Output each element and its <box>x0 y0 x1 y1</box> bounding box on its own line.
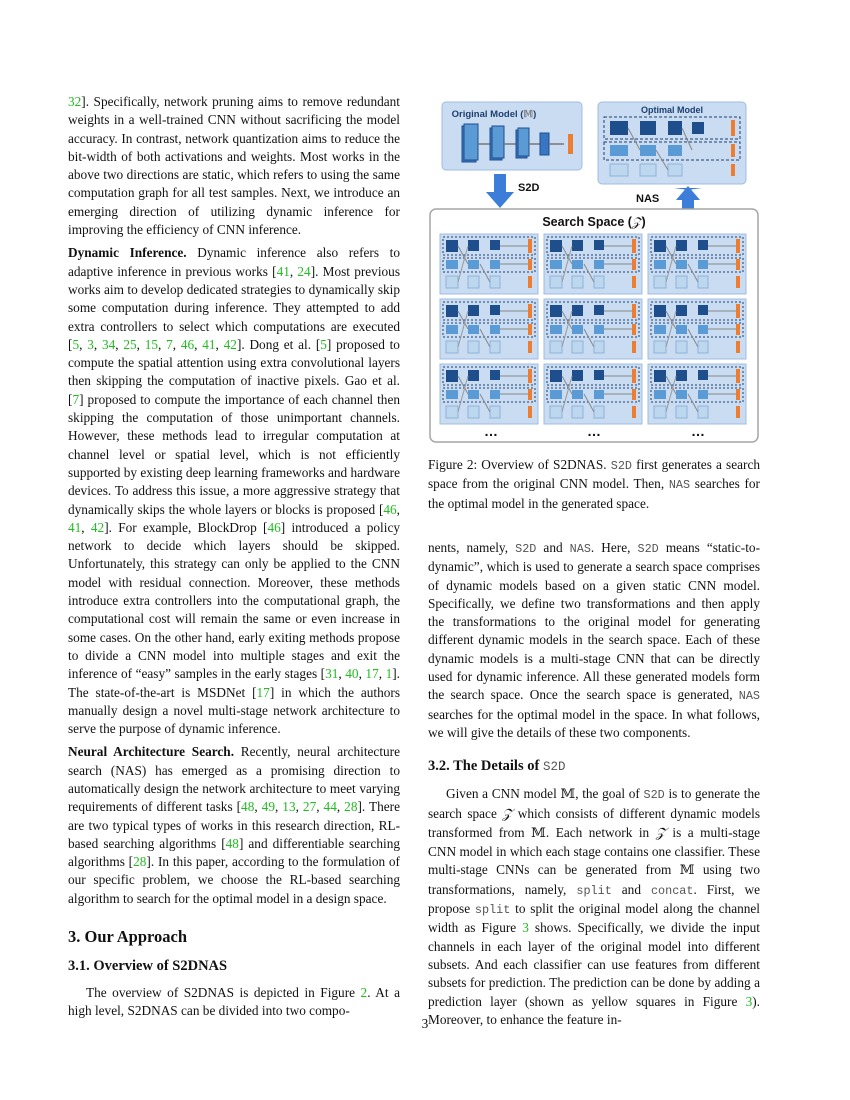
citation[interactable]: 28 <box>133 854 147 870</box>
citation[interactable]: 48 <box>225 835 239 851</box>
candidate-model <box>648 299 746 359</box>
candidate-model <box>440 299 538 359</box>
citation[interactable]: 24 <box>297 263 311 279</box>
search-space-label: Search Space (𝒵) <box>542 215 646 229</box>
citation[interactable]: 44 <box>323 799 337 815</box>
ellipsis-label: … <box>587 423 601 439</box>
candidate-model <box>544 234 642 294</box>
citation[interactable]: 1 <box>385 666 393 682</box>
candidate-model <box>648 364 746 424</box>
citation[interactable]: 41 <box>68 519 82 535</box>
citation[interactable]: 17 <box>256 684 270 700</box>
paragraph-heading: Dynamic Inference. <box>68 245 187 261</box>
subsection-heading: 3.1. Overview of S2DNAS <box>68 958 228 975</box>
section-heading: 3. Our Approach <box>68 927 188 947</box>
citation[interactable]: 13 <box>282 799 296 815</box>
citation[interactable]: 40 <box>345 666 359 682</box>
s2d-arrow <box>486 174 514 208</box>
right-column <box>428 539 760 1029</box>
ellipsis-label: … <box>691 423 705 439</box>
citation[interactable]: 27 <box>302 799 317 815</box>
paragraph-overview: The overview of S2DNAS is depicted in Figure 2. At a high level, S2DNAS can be divided into two compo- <box>68 985 400 1019</box>
citation[interactable]: 15 <box>144 336 159 352</box>
citation[interactable]: 41 <box>202 336 216 352</box>
candidate-model <box>544 299 642 359</box>
search-space-grid <box>440 234 746 424</box>
left-column <box>68 93 400 1021</box>
figure-reference[interactable]: 2 <box>360 985 368 1001</box>
citation[interactable]: 7 <box>166 336 173 352</box>
s2d-label: S2D <box>518 182 540 194</box>
subsection-heading: 3.2. The Details of S2D <box>428 758 566 775</box>
citation[interactable]: 46 <box>180 336 195 352</box>
paragraph-components: nents, namely, S2D and NAS. Here, S2D means “static-to-dynamic”, which is used to generate a search space comprises of dynamic models based on a given static CNN model. Specifically, we define two transformations and then apply the transformations to the original model for generating different dynamic models in the search space. Each of these dynamic models is a multi-stage CNN that can be directly used for dynamic inference. All these generated models form the search space. Once the search space is generated, NAS searches for the optimal model in the space. In what follows, we will give the details of these two components. <box>428 540 761 740</box>
candidate-model <box>648 234 746 294</box>
citation[interactable]: 46 <box>267 519 281 535</box>
citation[interactable]: 31 <box>325 666 339 682</box>
citation[interactable]: 42 <box>223 336 237 352</box>
citation[interactable]: 41 <box>276 263 290 279</box>
nas-arrow <box>674 186 702 209</box>
figure-2 <box>428 100 760 445</box>
nas-label: NAS <box>636 193 660 205</box>
page-number: 3 <box>421 1016 429 1031</box>
optimal-model-label: Optimal Model <box>640 105 704 115</box>
original-model-label: Original Model (𝕄) <box>451 109 537 120</box>
paragraph-related-work: 32]. Specifically, network pruning aims to remove redundant weights in a well-trained CNN without sacrificing the model accuracy. In contrast, network quantization aims to reduce the bit-width of both activations and weights. Most works in the above two directions are static, which refers to using the same computation graph for all test samples. Next, we introduce an emerging direction of utilizing dynamic inference for improving the efficiency of CNN inference. <box>68 94 400 238</box>
candidate-model <box>440 234 538 294</box>
paragraph-heading: Neural Architecture Search. <box>68 744 235 760</box>
citation[interactable]: 42 <box>90 519 105 535</box>
citation[interactable]: 17 <box>365 666 379 682</box>
citation[interactable]: 5 <box>320 336 327 352</box>
figure-2-diagram <box>428 100 760 445</box>
classifier-icon <box>568 134 573 154</box>
citation[interactable]: 28 <box>344 799 358 815</box>
candidate-model <box>440 364 538 424</box>
citation[interactable]: 46 <box>383 501 397 517</box>
citation[interactable]: 3 <box>87 336 94 352</box>
citation[interactable]: 25 <box>123 336 137 352</box>
paragraph-s2d-details: Given a CNN model 𝕄, the goal of S2D is to generate the search space 𝒵 which consists of different dynamic models transformed from 𝕄. Each network in 𝒵 is a multi-stage CNN model in which each stage contains one classifier. These multi-stage CNNs can be generated from 𝕄 using two transformations, namely, split and concat. First, we propose split to split the original model along the channel width as Figure 3 shows. Specifically, we divide the input channels in each layer of the original model into different subsets. And each classifier can use features from different subsets for prediction. The prediction can be done by adding a prediction layer (shown as yellow squares in Figure 3). Moreover, to enhance the feature in- <box>428 786 760 1027</box>
figure-reference[interactable]: 3 <box>522 920 529 936</box>
citation[interactable]: 7 <box>72 391 80 407</box>
paragraph-nas: Neural Architecture Search. Recently, neural architecture search (NAS) has emerged as a promising direction to automatically design the network architecture to meet varying requirements of different tasks [48, 49, 13, 27, 44, 28]. There are two typical types of works in this research direction, RL-based searching algorithms [48] and differentiable searching algorithms [28]. In this paper, according to the formulation of our specific problem, we choose the RL-based searching algorithm to search for the optimal model in a design space. <box>68 744 400 906</box>
citation[interactable]: 49 <box>261 799 275 815</box>
ellipsis-label: … <box>484 423 498 439</box>
candidate-model <box>544 364 642 424</box>
figure-reference[interactable]: 3 <box>745 993 753 1009</box>
citation[interactable]: 48 <box>241 799 255 815</box>
citation[interactable]: 32 <box>68 94 82 109</box>
figure-2-caption: Figure 2: Overview of S2DNAS. S2D first generates a search space from the original CNN model. Then, NAS searches for the optimal model in the generated space. <box>428 457 760 511</box>
citation[interactable]: 34 <box>101 336 116 352</box>
paragraph-dynamic-inference: Dynamic Inference. Dynamic inference also refers to adaptive inference in previous works [41, 24]. Most previous works aim to develop dedicated strategies to dynamically skip some computation during inference. They attempted to add extra controllers to select which computations are executed [5, 3, 34, 25, 15, 7, 46, 41, 42]. Dong et al. [5] proposed to compute the spatial attention using extra convolutional layers then skipping the computation of inactive pixels. Gao et al. [7] proposed to compute the importance of each channel then skipping the computation of those unimportant channels. However, these methods lead to irregular computation at channel level or spatial level, which is not efficiently supported by existing deep learning frameworks and hardware devices. To address this issue, a more aggressive strategy that dynamically skips the whole layers or blocks is proposed [46, 41, 42]. For example, BlockDrop [46] introduced a policy network to decide which layers should be skipped. Unfortunately, this strategy can only be applied to the CNN model with residual connection. Moreover, these methods introduce extra controllers into the computational graph, the computational cost will remain the same or even increase in some cases. On the other hand, early exiting methods propose to divide a CNN model into multiple stages and exit the inference of “easy” samples in the early stages [31, 40, 17, 1]. The state-of-the-art is MSDNet [17] in which the authors manually design a novel multi-stage network architecture to serve the purpose of dynamic inference. <box>68 245 401 737</box>
citation[interactable]: 5 <box>72 336 80 352</box>
